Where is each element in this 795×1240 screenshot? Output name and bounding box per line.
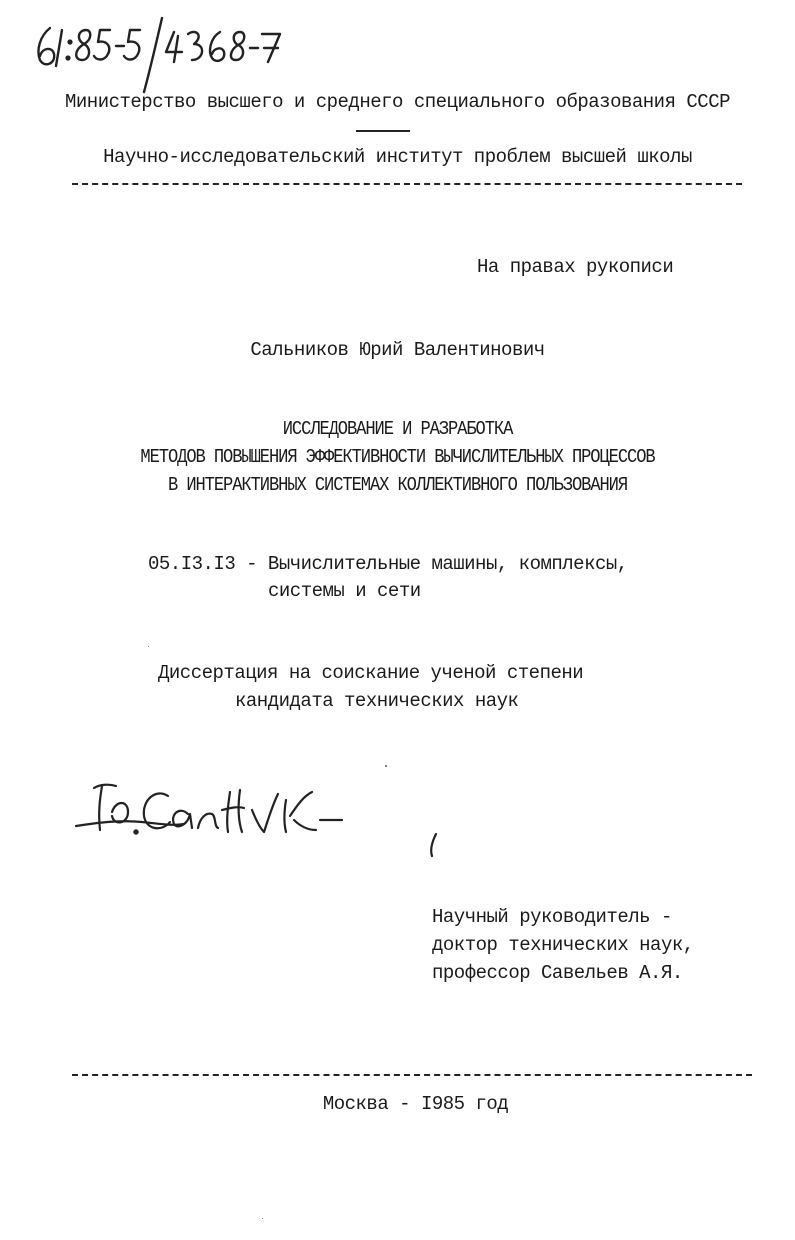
short-divider — [356, 130, 410, 132]
svg-text:Ю.Сальников: Ю.Сальников — [72, 770, 79, 771]
scan-speck — [148, 646, 149, 647]
specialty-line-1: 05.I3.I3 - Вычислительные машины, комплексы, — [148, 553, 628, 575]
svg-text:61:85-5/4368-7: 61:85-5/4368-7 — [28, 14, 37, 15]
dissertation-line-2: кандидата технических наук — [235, 690, 519, 712]
dissertation-line-1: Диссертация на соискание ученой степени — [158, 662, 584, 684]
author-signature — [72, 770, 452, 860]
scan-speck — [385, 765, 387, 767]
title-line-2: МЕТОДОВ ПОВЫШЕНИЯ ЭФФЕКТИВНОСТИ ВЫЧИСЛИТЕЛЬНЫХ ПРОЦЕССОВ — [140, 446, 655, 468]
scan-speck — [262, 1218, 263, 1219]
title-line-3: В ИНТЕРАКТИВНЫХ СИСТЕМАХ КОЛЛЕКТИВНОГО ПОЛЬЗОВАНИЯ — [167, 474, 628, 496]
ministry-heading: Министерство высшего и среднего специального образования СССР — [64, 91, 730, 113]
supervisor-line-2: доктор технических наук, — [432, 934, 694, 956]
header-dashed-divider — [72, 183, 742, 185]
footer-place-year: Москва - I985 год — [322, 1093, 509, 1115]
supervisor-line-1: Научный руководитель - — [432, 906, 672, 928]
author-name: Сальников Юрий Валентинович — [250, 339, 545, 361]
handwritten-catalog-code — [28, 14, 288, 94]
rights-note: На правах рукописи — [477, 256, 674, 278]
footer-dashed-divider — [72, 1074, 752, 1076]
institute-heading: Научно-исследовательский институт проблем высшей школы — [103, 146, 692, 168]
specialty-line-2: системы и сети — [268, 580, 421, 602]
supervisor-line-3: профессор Савельев А.Я. — [432, 962, 683, 984]
title-line-1: ИССЛЕДОВАНИЕ И РАЗРАБОТКА — [282, 418, 513, 440]
